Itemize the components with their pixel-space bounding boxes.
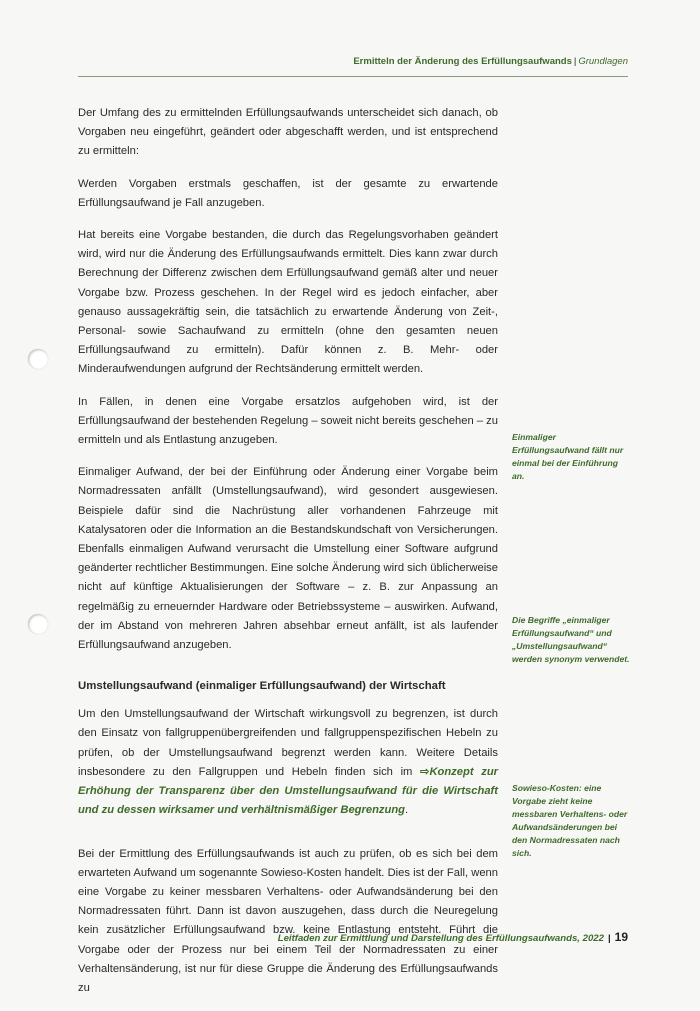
page-footer: Leitfaden zur Ermittlung und Darstellung des Erfüllungsaufwands, 2022 | 19 — [277, 930, 628, 944]
body-text — [78, 104, 498, 1011]
margin-note: Sowieso-Kosten: eine Vorgabe zieht keine messbaren Verhaltens- oder Aufwandsänderungen bei den Normadressaten nach sich. — [512, 783, 628, 858]
concept-link[interactable]: Konzept zur Erhöhung der Transparenz über den Umstellungsaufwand für die Wirtschaft und zu dessen wirksamer und verhältnismäßiger Begrenzung — [78, 765, 499, 817]
header-chapter: Ermitteln der Änderung des Erfüllungsaufwands — [353, 56, 572, 67]
margin-note: Die Begriffe „einmaliger Erfüllungsaufwand“ und „Umstellungsaufwand“ werden synonym verwendet. — [512, 615, 630, 664]
subsection-paragraph: Um den Umstellungsaufwand der Wirtschaft wirkungsvoll zu begrenzen, ist durch den Einsatz von fallgruppenübergreifenden und fallgruppenspezifischen Hebeln zu prüfen, ob der Umstellungsaufwand begrenzt werden kann. Weitere Details insbesondere zu den Fallgruppen und Hebeln finden sich im ⇨Konzept zur Erhöhung der Transparenz über den Umstellungsaufwand für die Wirtschaft und zu dessen wirksamer und verhältnismäßiger Begrenzung. — [78, 708, 499, 817]
link-arrow-icon: ⇨ — [420, 765, 430, 778]
footer-title: Leitfaden zur Ermittlung und Darstellung des Erfüllungsaufwands, 2022 — [277, 933, 604, 944]
subsection-heading: Umstellungsaufwand (einmaliger Erfüllungsaufwand) der Wirtschaft — [78, 680, 446, 693]
punch-hole — [28, 614, 48, 634]
paragraph: Werden Vorgaben erstmals geschaffen, ist der gesamte zu erwartende Erfüllungsaufwand je Fall anzugeben. — [78, 177, 498, 209]
punch-hole — [28, 349, 48, 369]
paragraph: In Fällen, in denen eine Vorgabe ersatzlos aufgehoben wird, ist der Erfüllungsaufwand der bestehenden Regelung – soweit nicht bereits geschehen – zu ermitteln und als Entlastung anzugeben. — [78, 395, 498, 447]
paragraph: Einmaliger Aufwand, der bei der Einführung oder Änderung einer Vorgabe beim Normadressaten anfällt (Umstellungsaufwand), wird gesondert ausgewiesen. Beispiele dafür sind die Nachrüstung aller vorhandenen Fahrzeuge mit Katalysatoren oder die Information an die Bestandskundschaft von Versicherungen. Ebenfalls einmaligen Aufwand verursacht die Umstellung einer Software aufgrund geänderter rechtlicher Bestimmungen. Eine solche Änderung wird sich üblicherweise nicht auf künftige Aktualisierungen der Software – z. B. zur Anpassung an regelmäßig zu erneuernder Hardware oder Betriebssysteme – auswirken. Aufwand, der im Abstand von mehreren Jahren absehbar erneut anfällt, ist als laufender Erfüllungsaufwand anzugeben. — [78, 466, 498, 652]
header-section: Grundlagen — [578, 56, 628, 67]
paragraph: Der Umfang des zu ermittelnden Erfüllungsaufwands unterscheidet sich danach, ob Vorgaben neu eingeführt, geändert oder abgeschafft werden, und ist entsprechend zu ermitteln: — [78, 107, 498, 158]
margin-note: Einmaliger Erfüllungsaufwand fällt nur einmal bei der Einführung an. — [512, 432, 624, 481]
paragraph: Bei der Ermittlung des Erfüllungsaufwands ist auch zu prüfen, ob es sich bei dem erwarteten Aufwand um sogenannte Sowieso-Kosten handelt. Dies ist der Fall, wenn eine Vorgabe zu keiner messbaren Verhaltens- oder Aufwandsänderung bei den Normadressaten führt. Dann ist davon auszugehen, dass durch die Neuregelung kein zusätzlicher Erfüllungsaufwand bzw. keine Entlastung entsteht. Führt die Vorgabe oder der Prozess nur bei einem Teil der Normadressaten zu einer Verhaltensänderung, ist nur für diese Gruppe die Änderung des Erfüllungsaufwands zu — [78, 847, 498, 994]
header-rule — [78, 76, 628, 77]
page-number: 19 — [614, 930, 628, 944]
running-header: Ermitteln der Änderung des Erfüllungsaufwands | Grundlagen — [353, 56, 628, 67]
paragraph: Hat bereits eine Vorgabe bestanden, die durch das Regelungsvorhaben geändert wird, wird nur die Änderung des Erfüllungsaufwands ermittelt. Dies kann zwar durch Berechnung der Differenz zwischen dem Erfüllungsaufwand gemäß alter und neuer Vorgabe bzw. Prozess geschehen. In der Regel wird es jedoch einfacher, aber genauso aussagekräftig sein, die tatsächlich zu erwartende Änderung von Zeit-, Personal- sowie Sachaufwand zu ermitteln (ohne den gesamten neuen Erfüllungsaufwand zu ermitteln). Dafür können z. B. Mehr- oder Minderaufwendungen aufgrund der Rechtsänderung ermittelt werden. — [78, 229, 498, 376]
